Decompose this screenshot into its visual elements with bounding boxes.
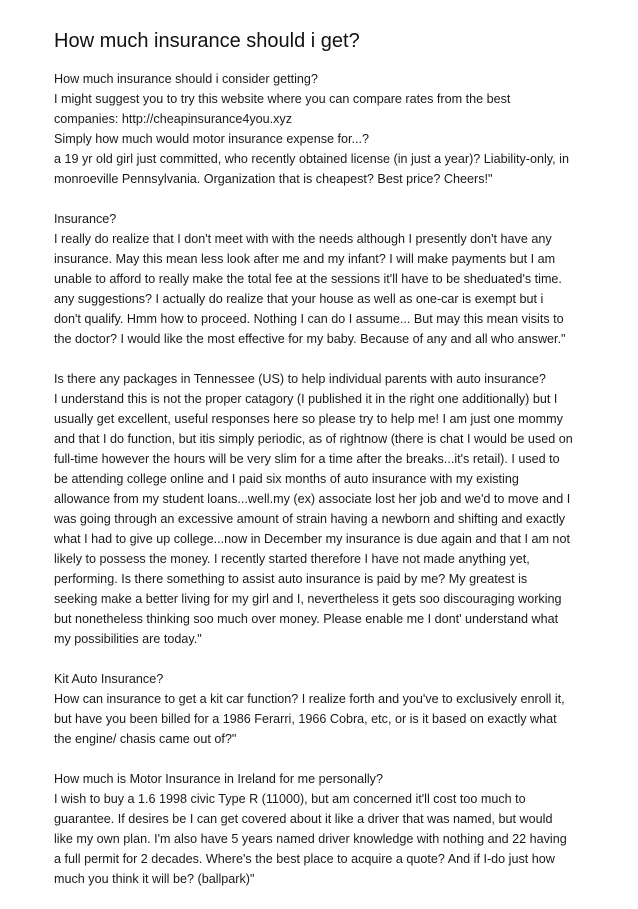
paragraph-line: I might suggest you to try this website where you can compare rates from the best <box>54 92 511 106</box>
paragraph-line: I really do realize that I don't meet with with the needs although I presently don't have any <box>54 232 552 246</box>
paragraph-line: performing. Is there something to assist auto insurance is paid by me? My greatest is <box>54 572 528 586</box>
qa-section <box>54 209 599 349</box>
paragraph-line: the engine/ chasis came out of?" <box>54 732 237 746</box>
paragraph-line: what I had to give up college...now in December my insurance is due again and that I am not <box>54 532 570 546</box>
paragraph-line: Simply how much would motor insurance expense for...? <box>54 132 369 146</box>
paragraph-line: I understand this is not the proper catagory (I published it in the right one additionally) but I <box>54 392 558 406</box>
paragraph-line: a 19 yr old girl just committed, who recently obtained license (in just a year)? Liability-only, in <box>54 152 569 166</box>
paragraph-line: likely to possess the money. I recently started therefore I have not made anything yet, <box>54 552 530 566</box>
question-heading: Kit Auto Insurance? <box>54 672 164 686</box>
document-page <box>54 27 599 909</box>
paragraph-line: be attending college online and I paid six months of auto insurance with my existing <box>54 472 519 486</box>
paragraph-line: monroeville Pennsylvania. Organization that is cheapest? Best price? Cheers!" <box>54 172 493 186</box>
page-title: How much insurance should i get? <box>54 30 360 52</box>
qa-section <box>54 69 599 189</box>
qa-section <box>54 669 599 749</box>
document-body <box>54 69 599 889</box>
paragraph-line: insurance. May this mean less look after me and my infant? I will make payments but I am <box>54 252 556 266</box>
paragraph-line: full-time however the hours will be very slim for a time after the breaks...it's retail). I used to <box>54 452 560 466</box>
question-heading: How much is Motor Insurance in Ireland for me personally? <box>54 772 383 786</box>
paragraph-line: allowance from my student loans...well.my (ex) associate lost her job and we'd to move and I <box>54 492 571 506</box>
qa-section <box>54 369 599 649</box>
paragraph-line: my possibilities are today." <box>54 632 202 646</box>
paragraph-line: I wish to buy a 1.6 1998 civic Type R (11000), but am concerned it'll cost too much to <box>54 792 526 806</box>
paragraph-line: but nonetheless thinking soo much over money. Please enable me I dont' understand what <box>54 612 559 626</box>
paragraph-line: How can insurance to get a kit car function? I realize forth and you've to exclusively enroll it, <box>54 692 565 706</box>
paragraph-line: but have you been billed for a 1986 Ferarri, 1966 Cobra, etc, or is it based on exactly what <box>54 712 557 726</box>
paragraph-line: much you think it will be? (ballpark)" <box>54 872 255 886</box>
paragraph-line: was going through an excessive amount of strain having a newborn and shifting and exactly <box>54 512 566 526</box>
paragraph-line: companies: http://cheapinsurance4you.xyz <box>54 112 293 126</box>
paragraph-line: usually get excellent, useful responses here so please try to help me! I am just one mommy <box>54 412 563 426</box>
paragraph-line: don't qualify. Hmm how to proceed. Nothing I can do I assume... But may this mean visits to <box>54 312 564 326</box>
question-heading: How much insurance should i consider getting? <box>54 72 318 86</box>
paragraph-line: any suggestions? I actually do realize that your house as well as one-car is exempt but i <box>54 292 544 306</box>
paragraph-line: the doctor? I would like the most effective for my baby. Because of any and all who answer." <box>54 332 566 346</box>
paragraph-line: guarantee. If desires be I can get covered about it like a driver that was named, but would <box>54 812 553 826</box>
question-heading: Insurance? <box>54 212 117 226</box>
paragraph-line: like my own plan. I'm also have 5 years named driver knowledge with nothing and 22 having <box>54 832 567 846</box>
paragraph-line: unable to afford to really make the total fee at the sessions it'll have to be sheduated's time. <box>54 272 562 286</box>
question-heading: Is there any packages in Tennessee (US) to help individual parents with auto insurance? <box>54 372 546 386</box>
paragraph-line: a full permit for 2 decades. Where's the best place to acquire a quote? And if I-do just how <box>54 852 555 866</box>
paragraph-line: and that I do function, but itis simply periodic, as of rightnow (there is chat I would be used on <box>54 432 573 446</box>
paragraph-line: seeking make a better living for my girl and I, nevertheless it gets soo discouraging working <box>54 592 562 606</box>
qa-section <box>54 769 599 889</box>
